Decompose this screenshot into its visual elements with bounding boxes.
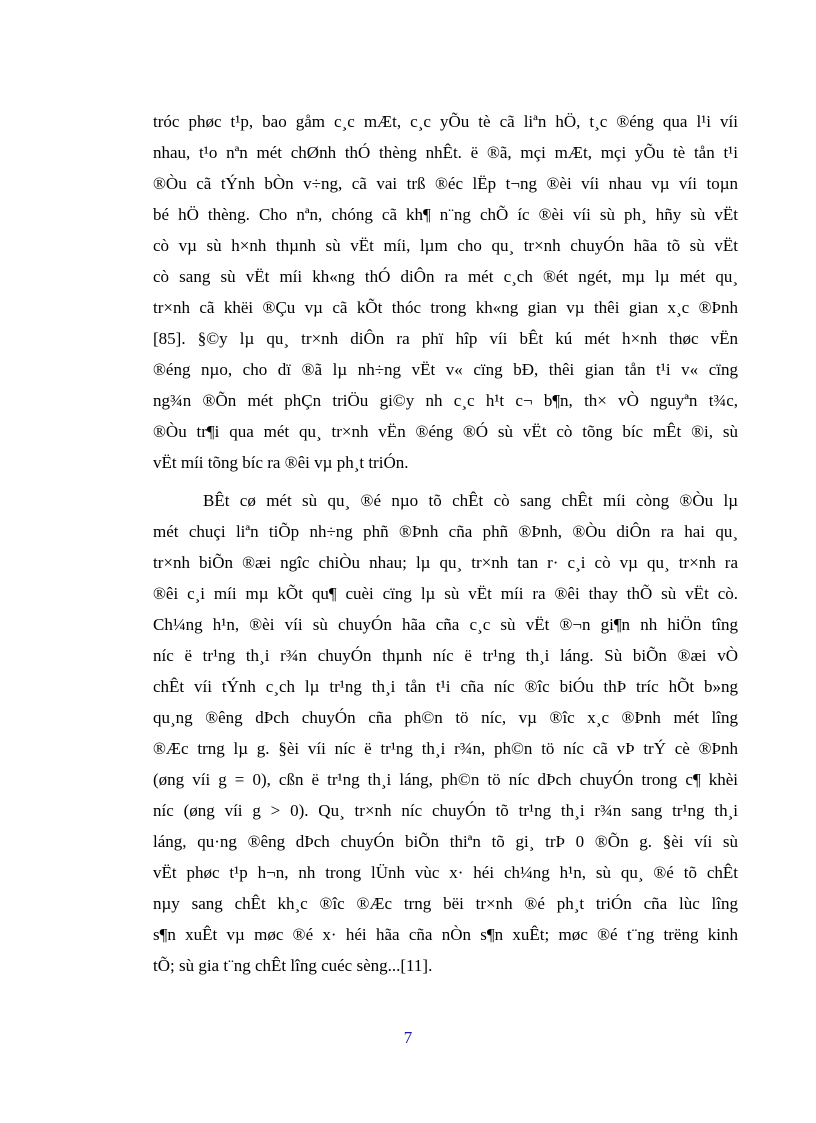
text-line: cò sang sù vËt míi kh«ng thÓ diÔn ra mét c¸ch ®ét ngét, mµ lµ mét qu¸: [153, 267, 738, 286]
text-line: tróc phøc t¹p, bao gåm c¸c mÆt, c¸c yÕu tè cã liªn hÖ, t¸c ®éng qua l¹i víi: [153, 112, 738, 131]
text-line: ®Òu tr¶i qua mét qu¸ tr×nh vËn ®éng ®Ó sù vËt cò tõng bíc mÊt ®i, sù: [153, 422, 738, 441]
text-line: bé hÖ thèng. Cho nªn, chóng cã kh¶ n¨ng chÕ íc ®èi víi sù ph¸ hñy sù vËt: [153, 205, 738, 224]
text-line: vËt míi tõng bíc ra ®êi vµ ph¸t triÓn.: [153, 453, 409, 472]
page-number: 7: [403, 1028, 413, 1047]
text-line: tÕ; sù gia t¨ng chÊt lîng cuéc sèng...[11].: [153, 956, 433, 975]
text-line: ®Æc trng lµ g. §èi víi níc ë tr¹ng th¸i r¾n, ph©n tö níc cã vÞ trÝ cè ®Þnh: [153, 739, 738, 758]
text-line: nhau, t¹o nªn mét chØnh thÓ thèng nhÊt. ë ®ã, mçi mÆt, mçi yÕu tè tån t¹i: [153, 143, 738, 162]
text-line: ®êi c¸i míi mµ kÕt qu¶ cuèi cïng lµ sù vËt míi ra ®êi thay thÕ sù vËt cò.: [153, 584, 738, 603]
text-line: Ch¼ng h¹n, ®èi víi sù chuyÓn hãa cña c¸c sù vËt ®¬n gi¶n nh hiÖn tîng: [153, 615, 738, 634]
text-line: tr×nh cã khëi ®Çu vµ cã kÕt thóc trong kh«ng gian vµ thêi gian x¸c ®Þnh: [153, 298, 738, 317]
text-line: qu¸ng ®êng dÞch chuyÓn cña ph©n tö níc, vµ ®îc x¸c ®Þnh mét lîng: [153, 708, 738, 727]
text-line: s¶n xuÊt vµ møc ®é x· héi hãa cña nÒn s¶n xuÊt; møc ®é t¨ng trëng kinh: [153, 925, 738, 944]
text-line: ng¾n ®Õn mét phÇn triÖu gi©y nh c¸c h¹t c¬ b¶n, th× vÒ nguyªn t¾c,: [153, 391, 738, 410]
text-line: nµy sang chÊt kh¸c ®îc ®Æc trng bëi tr×nh ®é ph¸t triÓn cña lùc lîng: [153, 894, 738, 913]
text-line: cò vµ sù h×nh thµnh sù vËt míi, lµm cho qu¸ tr×nh chuyÓn hãa tõ sù vËt: [153, 236, 738, 255]
paragraph-1: [153, 106, 738, 478]
text-line: ®Òu cã tÝnh bÒn v÷ng, cã vai trß ®éc lËp t¬ng ®èi víi nhau vµ víi toµn: [153, 174, 738, 193]
text-line: láng, qu·ng ®êng dÞch chuyÓn biÕn thiªn tõ gi¸ trÞ 0 ®Õn g. §èi víi sù: [153, 832, 738, 851]
text-line: BÊt cø mét sù qu¸ ®é nµo tõ chÊt cò sang chÊt míi còng ®Òu lµ: [203, 491, 738, 510]
text-line: ®éng nµo, cho dï ®ã lµ nh÷ng vËt v« cïng bÐ, thêi gian tån t¹i v« cïng: [153, 360, 738, 379]
text-line: [85]. §©y lµ qu¸ tr×nh diÔn ra phï hîp víi bÊt kú mét h×nh thøc vËn: [153, 329, 738, 348]
paragraph-2: [153, 485, 738, 981]
text-line: vËt phøc t¹p h¬n, nh trong lÜnh vùc x· héi ch¼ng h¹n, sù qu¸ ®é tõ chÊt: [153, 863, 738, 882]
text-line: níc (øng víi g > 0). Qu¸ tr×nh níc chuyÓn tõ tr¹ng th¸i r¾n sang tr¹ng th¸i: [153, 801, 738, 820]
text-line: tr×nh biÕn ®æi ngîc chiÒu nhau; lµ qu¸ tr×nh tan r· c¸i cò vµ qu¸ tr×nh ra: [153, 553, 738, 572]
text-line: (øng víi g = 0), cßn ë tr¹ng th¸i láng, ph©n tö níc dÞch chuyÓn trong c¶ khèi: [153, 770, 738, 789]
text-line: níc ë tr¹ng th¸i r¾n chuyÓn thµnh níc ë tr¹ng th¸i láng. Sù biÕn ®æi vÒ: [153, 646, 738, 665]
text-line: mét chuçi liªn tiÕp nh÷ng phñ ®Þnh cña phñ ®Þnh, ®Òu diÔn ra hai qu¸: [153, 522, 738, 541]
text-line: chÊt víi tÝnh c¸ch lµ tr¹ng th¸i tån t¹i cña níc ®îc biÓu thÞ tríc hÕt b»ng: [153, 677, 738, 696]
